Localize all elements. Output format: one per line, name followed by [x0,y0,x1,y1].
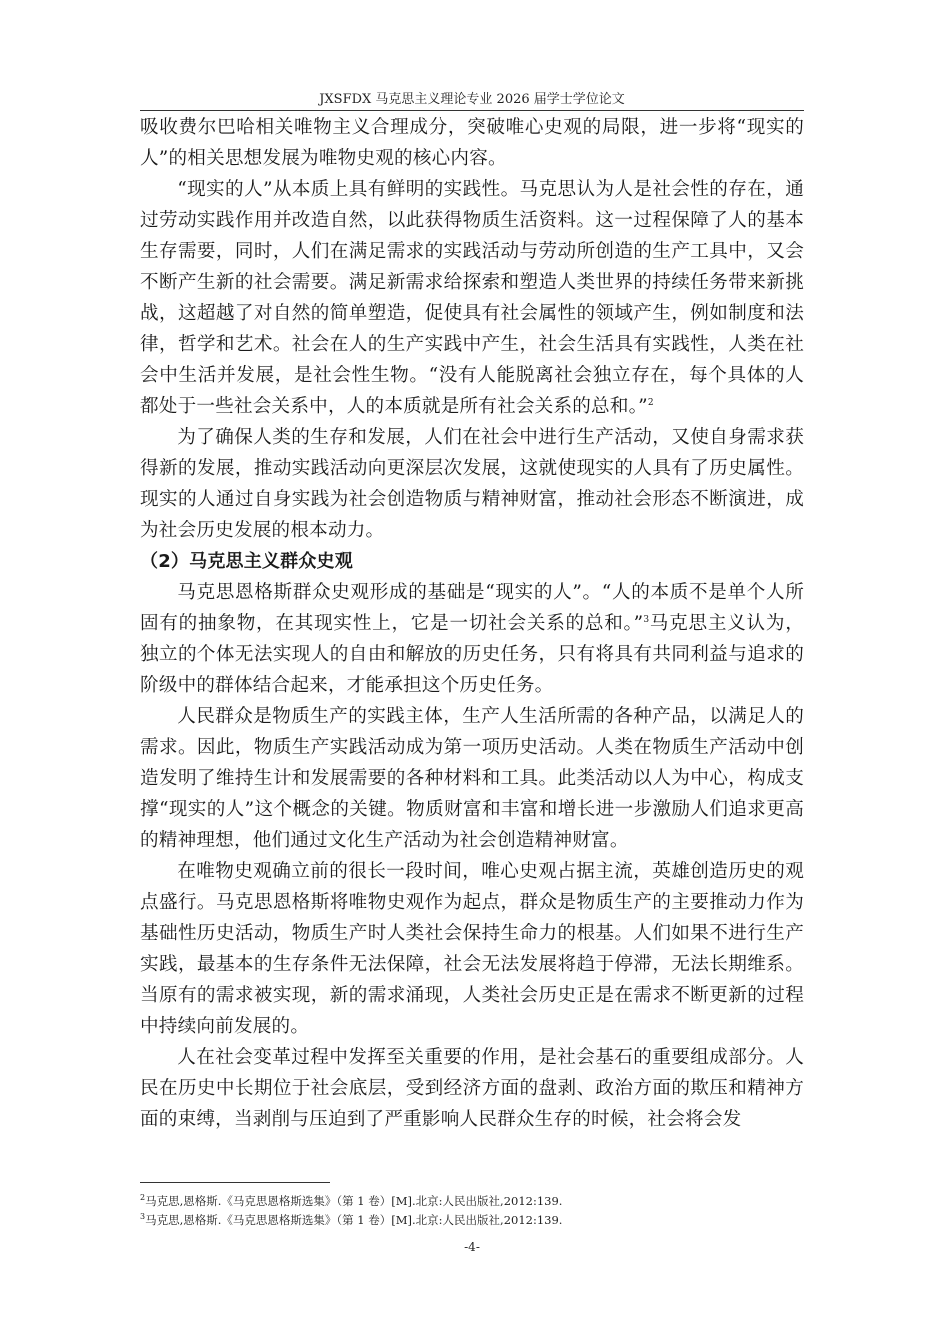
footnote-text: 马克思,恩格斯.《马克思恩格斯选集》（第 1 卷）[M].北京:人民出版社,2012:139. [145,1194,563,1208]
footnote-rule [140,1182,330,1183]
running-header: JXSFDX 马克思主义理论专业 2026 届学士学位论文 [319,92,625,107]
footnote-text: 马克思,恩格斯.《马克思恩格斯选集》（第 1 卷）[M].北京:人民出版社,2012:139. [145,1213,563,1227]
section-heading: （2）马克思主义群众史观 [140,551,353,572]
header-rule [140,110,804,111]
paragraph-text: 马克思恩格斯群众史观形成的基础是“现实的人”。“人的本质不是单个人所固有的抽象物，在其现实性上，它是一切社会关系的总和。” [140,582,804,634]
paragraph-practicality [140,174,804,422]
footnotes [140,1192,804,1230]
paragraph-masses: 人民群众是物质生产的实践主体，生产人生活所需的各种产品，以满足人的需求。因此，物质生产实践活动成为第一项历史活动。人类在物质生产活动中创造发明了维持生计和发展需要的各种材料和工具。此类活动以人为中心，构成支撑“现实的人”这个概念的关键。物质财富和丰富和增长进一步激励人们追求更高的精神理想，他们通过文化生产活动为社会创造精神财富。 [140,706,804,851]
paragraph-social-change: 人在社会变革过程中发挥至关重要的作用，是社会基石的重要组成部分。人民在历史中长期位于社会底层，受到经济方面的盘剥、政治方面的欺压和精神方面的束缚，当剥削与压迫到了严重影响人民群众生存的时候，社会将会发 [140,1047,804,1130]
footnote-ref-2[interactable]: 2 [647,398,654,408]
paragraph-history: 为了确保人类的生存和发展，人们在社会中进行生产活动，又使自身需求获得新的发展，推动实践活动向更深层次发展，这就使现实的人具有了历史属性。现实的人通过自身实践为社会创造物质与精神财富，推动社会形态不断演进，成为社会历史发展的根本动力。 [140,427,804,541]
paragraph-foundation [140,577,804,701]
footnote-number: 2 [140,1193,146,1202]
paragraph-text: “现实的人”从本质上具有鲜明的实践性。马克思认为人是社会性的存在，通过劳动实践作用并改造自然，以此获得物质生活资料。这一过程保障了人的基本生存需要，同时，人们在满足需求的实践活动与劳动所创造的生产工具中，又会不断产生新的社会需要。满足新需求给探索和塑造人类世界的持续任务带来新挑战，这超越了对自然的简单塑造，促使具有社会属性的领域产生，例如制度和法律，哲学和艺术。社会在人的生产实践中产生，社会生活具有实践性，人类在社会中生活并发展，是社会性生物。“没有人能脱离社会独立存在，每个具体的人都处于一些社会关系中，人的本质就是所有社会关系的总和。” [140,179,804,417]
footnote-2 [140,1192,804,1211]
paragraph-continuation: 吸收费尔巴哈相关唯物主义合理成分，突破唯心史观的局限，进一步将“现实的人”的相关思想发展为唯物史观的核心内容。 [140,117,804,169]
footnote-3 [140,1211,804,1230]
footnote-ref-3[interactable]: 3 [643,615,650,625]
body-text [140,112,804,1135]
page-number: -4- [464,1240,480,1254]
footnote-number: 3 [140,1212,146,1221]
paragraph-idealism: 在唯物史观确立前的很长一段时间，唯心史观占据主流，英雄创造历史的观点盛行。马克思恩格斯将唯物史观作为起点，群众是物质生产的主要推动力作为基础性历史活动，物质生产时人类社会保持生命力的根基。人们如果不进行生产实践，最基本的生存条件无法保障，社会无法发展将趋于停滞，无法长期维系。当原有的需求被实现，新的需求涌现，人类社会历史正是在需求不断更新的过程中持续向前发展的。 [140,861,804,1037]
paragraph-text: 马克思主义认为，独立的个体无法实现人的自由和解放的历史任务，只有将具有共同利益与追求的阶级中的群体结合起来，才能承担这个历史任务。 [140,613,804,696]
